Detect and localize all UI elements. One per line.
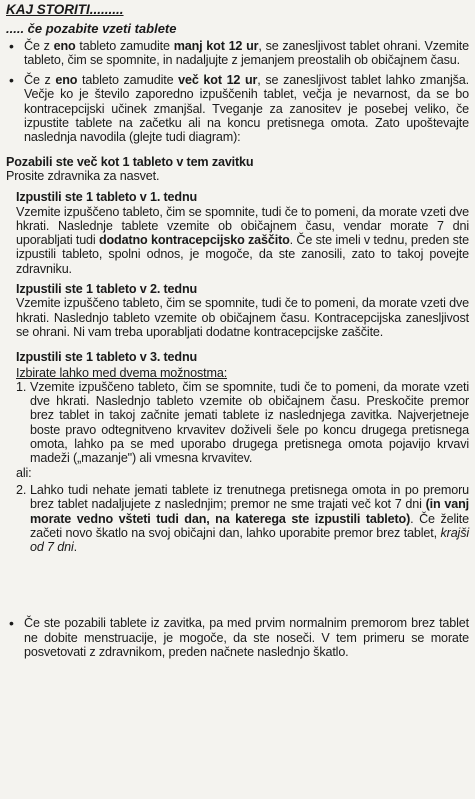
text: , se zanesljivost tablet lahko zmanjša. Večje ko je število zaporedno izpuščenih tablet, večja je nevarnost, da se bo kontracepcijski učinek zmanjšal. Tveganje za zanositev je posebej veliko, če izpustite tablete na začetku ali na koncu pretisnega omota. Zato upoštevajte naslednja navodila (glejte tudi diagram): [24, 73, 469, 145]
bullet-over-12h [6, 73, 469, 144]
text: . [73, 540, 77, 555]
emphasis: eno [55, 73, 78, 88]
section-subtext: Prosite zdravnika za nasvet. [6, 168, 160, 183]
week1-heading: Izpustili ste 1 tableto v 1. tednu [16, 190, 198, 205]
emphasis: manj kot 12 ur [173, 38, 259, 53]
week3-heading: Izpustili ste 1 tableto v 3. tednu [16, 350, 198, 365]
text: Če z [24, 38, 54, 53]
text: Lahko tudi nehate jemati tablete iz trenutnega pretisnega omota in po premoru brez tablet nadaljujete z naslednjim; premor ne sme trajati več kot 7 dni [30, 482, 469, 512]
text: tableto zamudite [75, 38, 174, 53]
page-title: KAJ STORITI......... [6, 2, 124, 17]
bullet-icon: • [9, 72, 14, 89]
week2-body: Vzemite izpuščeno tableto, čim se spomnite, tudi če to pomeni, da morate vzeti dve hkrati. Naslednjo tableto vzemite ob običajnem času. Kontracepcijska zanesljivost se ohrani. Ni vam treba uporabljati dodatne kontracepcijske zaščite. [16, 296, 469, 339]
text: Vzemite izpuščeno tableto, čim se spomnite, tudi če to pomeni, da morate vzeti dve hkrati. Naslednjo tableto vzemite ob običajnem času. Preskočite premor brez tablet in takoj začnite jemati tablete iz naslednjega zavitka. Najverjetneje boste pravo odtegnitveno krvavitev doživeli šele po koncu drugega pretisnega omota, lahko pa se med uporabo drugega pretisnega omota pojavijo krvavi madeži („mazanje") ali vmesna krvavitev. [30, 379, 469, 466]
week3-option-2 [16, 483, 469, 554]
text: . Če ste imeli v tednu, preden ste izpustili tableto, spolni odnos, je mogoče, da ste zanosili, zato to takoj povejte zdravniku. [16, 233, 469, 276]
section-heading: Pozabili ste več kot 1 tableto v tem zavitku [6, 154, 254, 169]
bullet-icon: • [9, 615, 14, 632]
option-number: 1. [16, 379, 27, 394]
bullet-under-12h [6, 39, 469, 68]
text: , se zanesljivost tablet ohrani. Vzemite tableto, čim se spomnite, in nadaljujte z jemanjem preostalih ob običajnem času. [24, 38, 469, 67]
weeks-block [6, 190, 469, 554]
text: tableto zamudite [77, 73, 179, 88]
emphasis: dodatno kontracepcijsko zaščito [98, 233, 290, 248]
emphasis-italic: krajši od 7 dni [30, 525, 469, 555]
emphasis: eno [53, 38, 76, 53]
week3-option-1 [16, 380, 469, 466]
emphasis: (in vanj morate vedno všteti tudi dan, na katerega ste izpustili tableto) [30, 497, 469, 526]
text: Vzemite izpuščeno tableto, čim se spomnite, tudi če to pomeni, da morate vzeti dve hkrati. Naslednje tablete vzemite ob običajnem času, vendar morate 7 dni uporabljati tudi [16, 204, 469, 248]
text: Če ste pozabili tablete iz zavitka, pa med prvim normalnim premorom brez tablet ne dobite menstruacije, je mogoče, da ste noseči. V tem primeru se morate posvetovati z zdravnikom, preden načnete naslednjo škatlo. [24, 616, 469, 659]
bullet-icon: • [9, 37, 14, 54]
bullet-no-menstruation [6, 616, 469, 659]
week1-body [16, 205, 469, 276]
page-subtitle: ..... če pozabite vzeti tablete [6, 21, 177, 37]
emphasis: več kot 12 ur [178, 73, 258, 88]
text: Če z [24, 73, 56, 88]
option-number: 2. [16, 482, 27, 497]
or-separator: ali: [16, 465, 32, 480]
text: . Če želite začeti novo škatlo na svoj običajni dan, lahko uporabite premor brez tablet, [30, 511, 469, 540]
week3-choice-intro: Izbirate lahko med dvema možnostma: [16, 365, 228, 380]
week2-heading: Izpustili ste 1 tableto v 2. tednu [16, 282, 198, 297]
